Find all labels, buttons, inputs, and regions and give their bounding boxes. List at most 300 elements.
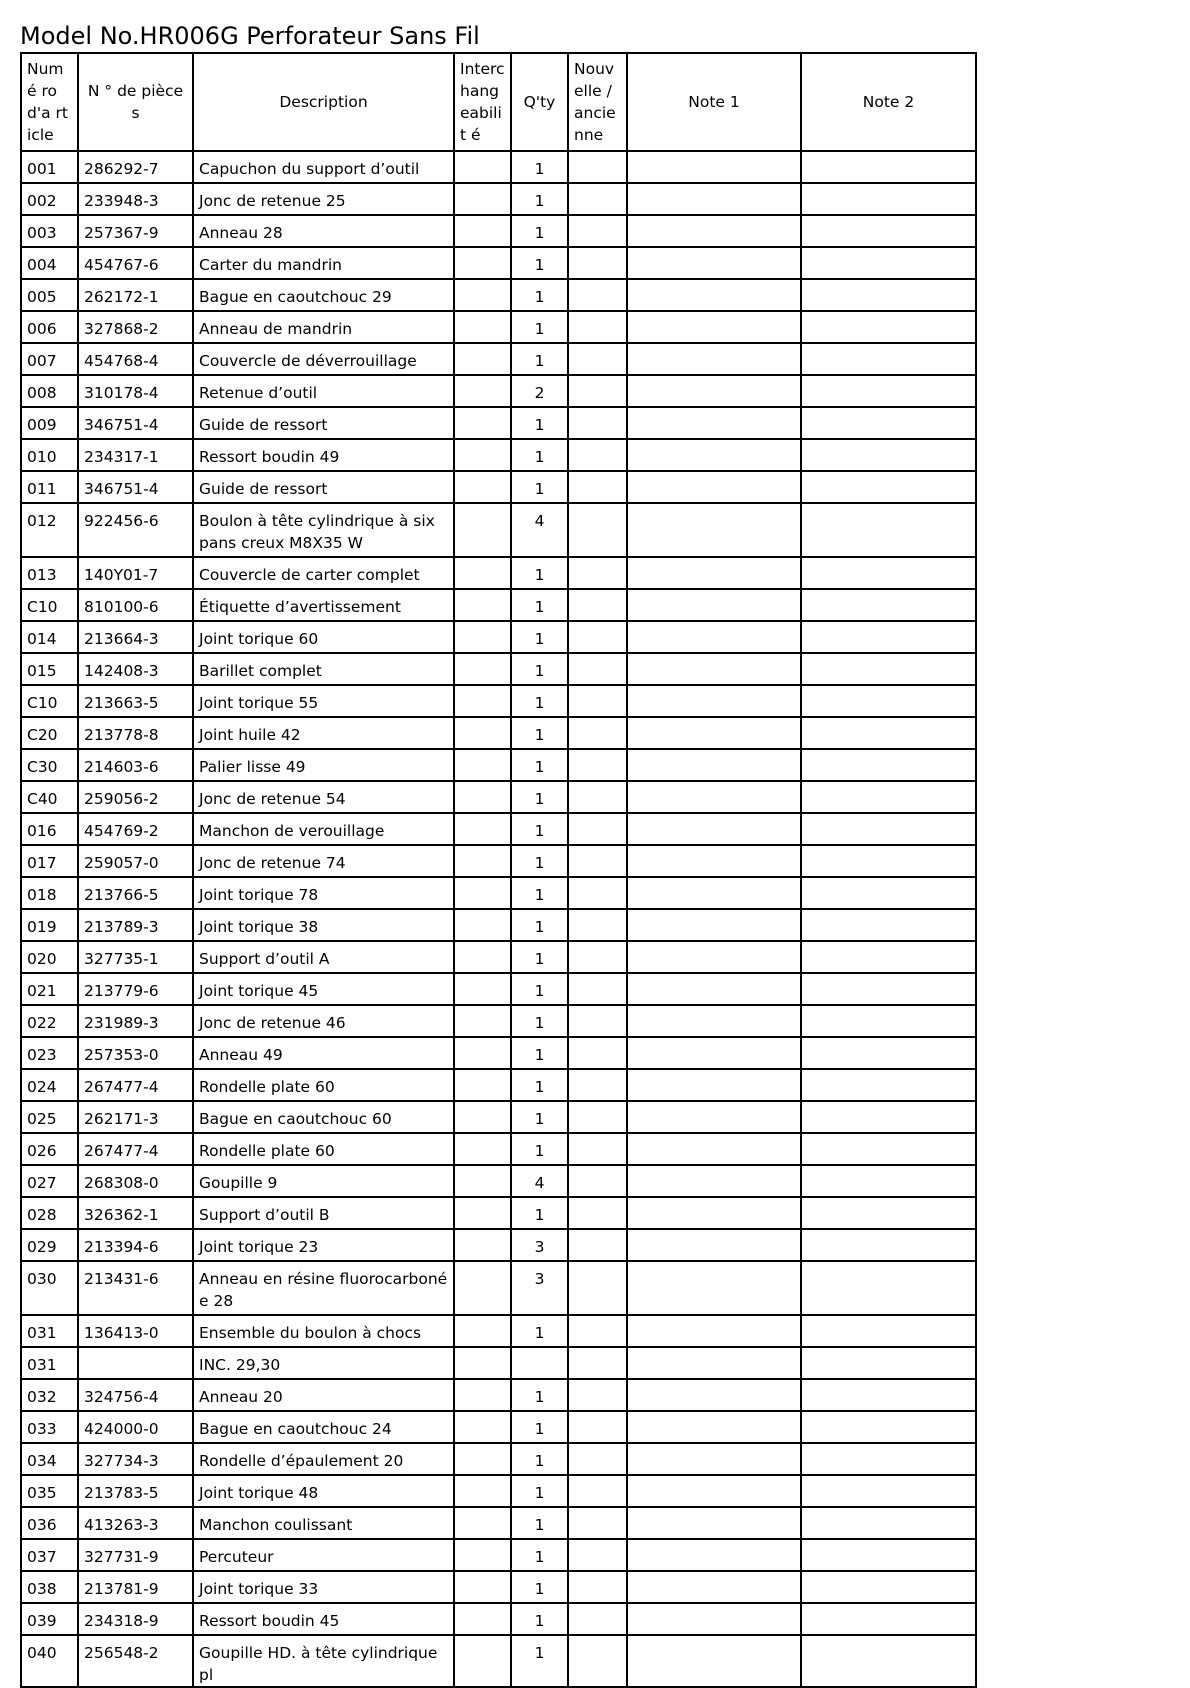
note1-cell [627,1133,801,1165]
table-row [21,685,976,717]
note2-cell [801,653,976,685]
part-no-cell: 327868-2 [78,311,193,343]
interchangeability-cell [454,1571,511,1603]
note2-cell [801,375,976,407]
new-old-cell [568,909,627,941]
interchangeability-cell [454,717,511,749]
item-no-cell: 025 [21,1101,78,1133]
table-row [21,781,976,813]
new-old-cell [568,1261,627,1315]
description-cell: Bague en caoutchouc 60 [193,1101,454,1133]
part-no-cell: 262171-3 [78,1101,193,1133]
qty-cell: 1 [511,1069,568,1101]
description-cell: Palier lisse 49 [193,749,454,781]
item-no-cell: 008 [21,375,78,407]
interchangeability-cell [454,1379,511,1411]
interchangeability-cell [454,685,511,717]
description-cell: Bague en caoutchouc 29 [193,279,454,311]
description-cell: Joint torique 60 [193,621,454,653]
table-row [21,1635,976,1687]
item-no-cell: C40 [21,781,78,813]
note1-cell [627,503,801,557]
new-old-cell [568,685,627,717]
item-no-cell: 012 [21,503,78,557]
qty-cell: 1 [511,1037,568,1069]
note2-cell [801,717,976,749]
part-no-cell: 142408-3 [78,653,193,685]
part-no-cell: 256548-2 [78,1635,193,1687]
header-description: Description [193,53,454,151]
table-row [21,941,976,973]
description-cell: Percuteur [193,1539,454,1571]
new-old-cell [568,1443,627,1475]
qty-cell: 4 [511,1165,568,1197]
note1-cell [627,1197,801,1229]
description-cell: Capuchon du support d’outil [193,151,454,183]
note1-cell [627,1603,801,1635]
note2-cell [801,471,976,503]
table-row [21,279,976,311]
note1-cell [627,1261,801,1315]
qty-cell: 1 [511,183,568,215]
interchangeability-cell [454,247,511,279]
item-no-cell: 018 [21,877,78,909]
new-old-cell [568,1411,627,1443]
new-old-cell [568,1603,627,1635]
new-old-cell [568,1229,627,1261]
new-old-cell [568,439,627,471]
note2-cell [801,439,976,471]
part-no-cell: 454769-2 [78,813,193,845]
new-old-cell [568,557,627,589]
description-cell: Guide de ressort [193,407,454,439]
note2-cell [801,1315,976,1347]
qty-cell: 1 [511,717,568,749]
note1-cell [627,621,801,653]
part-no-cell: 234317-1 [78,439,193,471]
interchangeability-cell [454,1539,511,1571]
new-old-cell [568,653,627,685]
qty-cell: 3 [511,1261,568,1315]
note2-cell [801,1165,976,1197]
part-no-cell: 213394-6 [78,1229,193,1261]
description-cell: Jonc de retenue 46 [193,1005,454,1037]
note2-cell [801,1005,976,1037]
item-no-cell: 001 [21,151,78,183]
note2-cell [801,311,976,343]
table-row [21,407,976,439]
table-row [21,813,976,845]
interchangeability-cell [454,1069,511,1101]
qty-cell: 1 [511,973,568,1005]
interchangeability-cell [454,375,511,407]
part-no-cell: 213766-5 [78,877,193,909]
new-old-cell [568,247,627,279]
part-no-cell: 454768-4 [78,343,193,375]
note2-cell [801,685,976,717]
new-old-cell [568,1005,627,1037]
interchangeability-cell [454,215,511,247]
part-no-cell: 259057-0 [78,845,193,877]
note2-cell [801,1507,976,1539]
part-no-cell: 413263-3 [78,1507,193,1539]
description-cell: Guide de ressort [193,471,454,503]
note1-cell [627,279,801,311]
qty-cell [511,1347,568,1379]
description-cell: Étiquette d’avertissement [193,589,454,621]
note2-cell [801,247,976,279]
new-old-cell [568,717,627,749]
description-cell: Joint torique 38 [193,909,454,941]
description-cell: Rondelle plate 60 [193,1069,454,1101]
part-no-cell: 286292-7 [78,151,193,183]
new-old-cell [568,1379,627,1411]
interchangeability-cell [454,439,511,471]
note1-cell [627,343,801,375]
description-cell: Barillet complet [193,653,454,685]
description-cell: Joint torique 48 [193,1475,454,1507]
qty-cell: 1 [511,1315,568,1347]
interchangeability-cell [454,845,511,877]
note2-cell [801,407,976,439]
note1-cell [627,1539,801,1571]
note1-cell [627,1101,801,1133]
item-no-cell: 005 [21,279,78,311]
note1-cell [627,1005,801,1037]
note2-cell [801,1603,976,1635]
table-row [21,183,976,215]
table-row [21,557,976,589]
new-old-cell [568,749,627,781]
new-old-cell [568,503,627,557]
part-no-cell: 327734-3 [78,1443,193,1475]
note1-cell [627,589,801,621]
interchangeability-cell [454,503,511,557]
qty-cell: 1 [511,877,568,909]
note1-cell [627,1165,801,1197]
table-row [21,1411,976,1443]
qty-cell: 1 [511,1101,568,1133]
note1-cell [627,1411,801,1443]
note2-cell [801,215,976,247]
table-row [21,311,976,343]
part-no-cell: 922456-6 [78,503,193,557]
part-no-cell: 213778-8 [78,717,193,749]
new-old-cell [568,471,627,503]
note1-cell [627,1069,801,1101]
table-row [21,1005,976,1037]
qty-cell: 1 [511,247,568,279]
note2-cell [801,845,976,877]
note2-cell [801,941,976,973]
note1-cell [627,1229,801,1261]
table-row [21,503,976,557]
table-row [21,653,976,685]
description-cell: Anneau en résine fluorocarbonée 28 [193,1261,454,1315]
item-no-cell: 024 [21,1069,78,1101]
description-cell: Manchon coulissant [193,1507,454,1539]
item-no-cell: 006 [21,311,78,343]
note1-cell [627,247,801,279]
note1-cell [627,311,801,343]
item-no-cell: 019 [21,909,78,941]
description-cell: Goupille 9 [193,1165,454,1197]
part-no-cell: 233948-3 [78,183,193,215]
table-row [21,1197,976,1229]
new-old-cell [568,1635,627,1687]
part-no-cell: 213663-5 [78,685,193,717]
interchangeability-cell [454,1443,511,1475]
header-row [21,53,976,151]
note1-cell [627,749,801,781]
interchangeability-cell [454,407,511,439]
interchangeability-cell [454,909,511,941]
note1-cell [627,1037,801,1069]
interchangeability-cell [454,877,511,909]
item-no-cell: 037 [21,1539,78,1571]
new-old-cell [568,375,627,407]
note2-cell [801,1069,976,1101]
part-no-cell: 324756-4 [78,1379,193,1411]
description-cell: Retenue d’outil [193,375,454,407]
new-old-cell [568,1101,627,1133]
description-cell: Bague en caoutchouc 24 [193,1411,454,1443]
note2-cell [801,1261,976,1315]
note1-cell [627,685,801,717]
description-cell: Ensemble du boulon à chocs [193,1315,454,1347]
description-cell: Carter du mandrin [193,247,454,279]
part-no-cell: 213664-3 [78,621,193,653]
table-row [21,1069,976,1101]
qty-cell: 1 [511,439,568,471]
description-cell: Ressort boudin 45 [193,1603,454,1635]
qty-cell: 1 [511,845,568,877]
interchangeability-cell [454,1507,511,1539]
item-no-cell: 017 [21,845,78,877]
new-old-cell [568,1571,627,1603]
part-no-cell: 213783-5 [78,1475,193,1507]
interchangeability-cell [454,813,511,845]
item-no-cell: 028 [21,1197,78,1229]
item-no-cell: 031 [21,1315,78,1347]
item-no-cell: 030 [21,1261,78,1315]
note1-cell [627,1443,801,1475]
header-note1: Note 1 [627,53,801,151]
new-old-cell [568,1037,627,1069]
qty-cell: 1 [511,1133,568,1165]
item-no-cell: 033 [21,1411,78,1443]
table-row [21,343,976,375]
note1-cell [627,653,801,685]
item-no-cell: 009 [21,407,78,439]
qty-cell: 1 [511,557,568,589]
note1-cell [627,1347,801,1379]
new-old-cell [568,1539,627,1571]
header-qty: Q'ty [511,53,568,151]
item-no-cell: 022 [21,1005,78,1037]
note2-cell [801,279,976,311]
table-row [21,1101,976,1133]
table-row [21,1133,976,1165]
table-row [21,1037,976,1069]
note2-cell [801,503,976,557]
note2-cell [801,973,976,1005]
note2-cell [801,1379,976,1411]
note1-cell [627,717,801,749]
interchangeability-cell [454,1165,511,1197]
description-cell: Support d’outil B [193,1197,454,1229]
header-part-no: N ° de pièces [78,53,193,151]
table-row [21,717,976,749]
note1-cell [627,183,801,215]
qty-cell: 1 [511,1603,568,1635]
parts-table [20,52,977,1688]
interchangeability-cell [454,1315,511,1347]
part-no-cell [78,1347,193,1379]
note1-cell [627,1315,801,1347]
note2-cell [801,1197,976,1229]
new-old-cell [568,311,627,343]
new-old-cell [568,151,627,183]
description-cell: Jonc de retenue 74 [193,845,454,877]
table-row [21,1229,976,1261]
item-no-cell: 003 [21,215,78,247]
item-no-cell: 038 [21,1571,78,1603]
qty-cell: 1 [511,1197,568,1229]
table-row [21,1443,976,1475]
new-old-cell [568,941,627,973]
table-row [21,151,976,183]
description-cell: INC. 29,30 [193,1347,454,1379]
part-no-cell: 346751-4 [78,471,193,503]
description-cell: Anneau 28 [193,215,454,247]
table-row [21,215,976,247]
part-no-cell: 346751-4 [78,407,193,439]
table-row [21,589,976,621]
qty-cell: 1 [511,589,568,621]
qty-cell: 1 [511,781,568,813]
header-item-no: Numé ro d'a rticle [21,53,78,151]
table-row [21,845,976,877]
item-no-cell: 021 [21,973,78,1005]
qty-cell: 1 [511,1379,568,1411]
interchangeability-cell [454,1347,511,1379]
part-no-cell: 310178-4 [78,375,193,407]
qty-cell: 1 [511,407,568,439]
interchangeability-cell [454,1261,511,1315]
part-no-cell: 259056-2 [78,781,193,813]
item-no-cell: 002 [21,183,78,215]
interchangeability-cell [454,1037,511,1069]
note1-cell [627,1507,801,1539]
table-row [21,471,976,503]
item-no-cell: 015 [21,653,78,685]
part-no-cell: 213789-3 [78,909,193,941]
qty-cell: 4 [511,503,568,557]
item-no-cell: 035 [21,1475,78,1507]
interchangeability-cell [454,1005,511,1037]
item-no-cell: 010 [21,439,78,471]
new-old-cell [568,1315,627,1347]
part-no-cell: 213779-6 [78,973,193,1005]
item-no-cell: C30 [21,749,78,781]
item-no-cell: 016 [21,813,78,845]
interchangeability-cell [454,1229,511,1261]
note1-cell [627,909,801,941]
part-no-cell: 327735-1 [78,941,193,973]
part-no-cell: 140Y01-7 [78,557,193,589]
item-no-cell: 007 [21,343,78,375]
qty-cell: 1 [511,279,568,311]
qty-cell: 1 [511,909,568,941]
description-cell: Support d’outil A [193,941,454,973]
interchangeability-cell [454,151,511,183]
description-cell: Joint huile 42 [193,717,454,749]
item-no-cell: 029 [21,1229,78,1261]
note2-cell [801,1635,976,1687]
header-interchangeability: Interc hang eabilit é [454,53,511,151]
item-no-cell: 026 [21,1133,78,1165]
note2-cell [801,749,976,781]
item-no-cell: 039 [21,1603,78,1635]
note2-cell [801,877,976,909]
note2-cell [801,1411,976,1443]
description-cell: Joint torique 78 [193,877,454,909]
qty-cell: 1 [511,749,568,781]
table-row [21,375,976,407]
item-no-cell: C10 [21,589,78,621]
part-no-cell: 810100-6 [78,589,193,621]
new-old-cell [568,845,627,877]
table-row [21,1507,976,1539]
item-no-cell: 013 [21,557,78,589]
note2-cell [801,589,976,621]
part-no-cell: 326362-1 [78,1197,193,1229]
note2-cell [801,781,976,813]
interchangeability-cell [454,1133,511,1165]
note2-cell [801,1539,976,1571]
note2-cell [801,1037,976,1069]
qty-cell: 1 [511,941,568,973]
interchangeability-cell [454,471,511,503]
header-note2: Note 2 [801,53,976,151]
description-cell: Ressort boudin 49 [193,439,454,471]
note2-cell [801,813,976,845]
table-row [21,877,976,909]
part-no-cell: 231989-3 [78,1005,193,1037]
interchangeability-cell [454,621,511,653]
item-no-cell: 027 [21,1165,78,1197]
interchangeability-cell [454,183,511,215]
new-old-cell [568,1165,627,1197]
interchangeability-cell [454,941,511,973]
note2-cell [801,1475,976,1507]
description-cell: Rondelle plate 60 [193,1133,454,1165]
note1-cell [627,973,801,1005]
new-old-cell [568,1133,627,1165]
note2-cell [801,1571,976,1603]
interchangeability-cell [454,1635,511,1687]
table-row [21,1603,976,1635]
note2-cell [801,1229,976,1261]
interchangeability-cell [454,589,511,621]
note2-cell [801,1133,976,1165]
interchangeability-cell [454,557,511,589]
description-cell: Joint torique 23 [193,1229,454,1261]
page-title: Model No.HR006G Perforateur Sans Fil [20,22,480,50]
interchangeability-cell [454,973,511,1005]
item-no-cell: C20 [21,717,78,749]
